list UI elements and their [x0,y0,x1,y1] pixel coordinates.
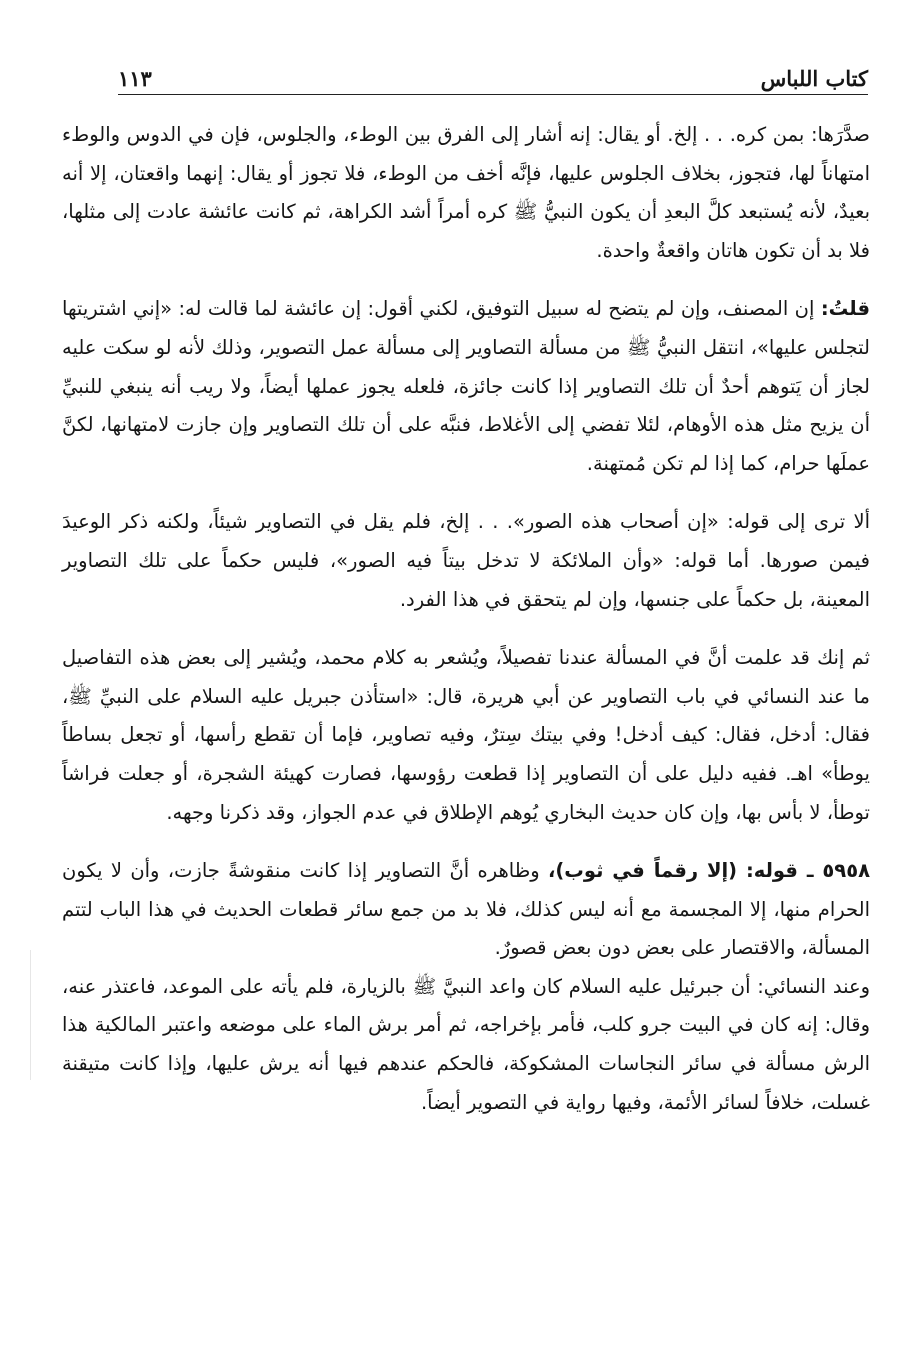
paragraph-2 [62,290,870,483]
book-title: كتاب اللباس [760,66,868,91]
paragraph-4 [62,639,870,832]
paragraph-text: ثم إنك قد علمت أنَّ في المسألة عندنا تفصيلاً، ويُشعر به كلام محمد، ويُشير إلى بعض هذه التفاصيل ما عند النسائي في باب التصاوير عن أبي هريرة، قال: «استأذن جبريل عليه السلام على النبيِّ ﷺ، فقال: أدخل، فقال: كيف أدخل! وفي بيتك سِترٌ، وفيه تصاوير، فإما أن تقطع رأسها، أو تجعل بساطاً يوطأ» اهـ. ففيه دليل على أن التصاوير إذا قطعت رؤوسها، فصارت كهيئة الشجرة، أو جعلت فراشاً توطأ، لا بأس بها، وإن كان حديث البخاري يُوهم الإطلاق في عدم الجواز، وقد ذكرنا وجهه. [62,646,870,824]
paragraph-5 [62,852,870,968]
paragraph-text: صدَّرَها: بمن كره. . . إلخ. أو يقال: إنه أشار إلى الفرق بين الوطء، والجلوس، فإن في الدوس والوطء امتهاناً لها، فتجوز، بخلاف الجلوس عليها، فإنَّه أخف من الوطء، فلا تجوز أو يقال: إنهما واقعتان، إلا أنه بعيدٌ، لأنه يُستبعد كلَّ البعدِ أن يكون النبيُّ ﷺ كره أمراً أشد الكراهة، ثم كانت عائشة عادت إلى مثلها، فلا بد أن تكون هاتان واقعةٌ واحدة. [62,123,870,262]
paragraph-text: وعند النسائي: أن جبرئيل عليه السلام كان واعد النبيَّ ﷺ بالزيارة، فلم يأته على الموعد، فاعتذر عنه، وقال: إنه كان في البيت جرو كلب، فأمر بإخراجه، ثم أمر برش الماء على موضعه واعتبر المالكية هذا الرش مسألة في سائر النجاسات المشكوكة، فالحكم عندهم فيها أنه يرش عليها، وإذا كانت متيقنة غسلت، خلافاً لسائر الأئمة، وفيها رواية في التصوير أيضاً. [62,974,870,1114]
paragraph-lead: ٥٩٥٨ ـ قوله: (إلا رقماً في ثوب)، [547,859,870,883]
paragraph-text: وظاهره أنَّ التصاوير إذا كانت منقوشةً جازت، وأن لا يكون الحرام منها، إلا المجسمة مع أنه ليس كذلك، فلا بد من جمع سائر قطعات الحديث في هذا الباب لتتم المسألة، والاقتصار على بعض دون بعض قصورٌ. [62,859,870,960]
running-header [118,58,868,95]
page-number: ١١٣ [118,66,152,91]
paragraph-lead: قلتُ: [820,297,870,321]
paragraph-text: ألا ترى إلى قوله: «إن أصحاب هذه الصور». . . إلخ، فلم يقل في التصاوير شيئاً، ولكنه ذكر الوعيدَ فيمن صورها. أما قوله: «وأن الملائكة لا تدخل بيتاً فيه الصور»، فليس حكماً على تلك التصاوير المعينة، بل حكماً على جنسها، وإن لم يتحقق في هذا الفرد. [62,510,870,611]
paragraph-3 [62,503,870,619]
scan-margin-mark [30,950,31,1080]
paragraph-6 [62,968,870,1122]
paragraph-1 [62,116,870,270]
body-text [62,116,870,1122]
paragraph-text: إن المصنف، وإن لم يتضح له سبيل التوفيق، لكني أقول: إن عائشة لما قالت له: «إني اشتريتها لتجلس عليها»، انتقل النبيُّ ﷺ من مسألة التصاوير إلى مسألة عمل التصوير، وذلك لأنه لو سكت عليه لجاز أن يَتوهم أحدٌ أن تلك التصاوير إذا كانت جائزة، فلعله يجوز عملها أيضاً، ولا ريب أنه ينبغي للنبيِّ أن يزيح مثل هذه الأوهام، لئلا تفضي إلى الأغلاط، فنبَّه على أن تلك التصاوير وإن جازت لامتهانها، لكنَّ عملَها حرام، كما إذا لم تكن مُمتهنة. [62,297,870,475]
